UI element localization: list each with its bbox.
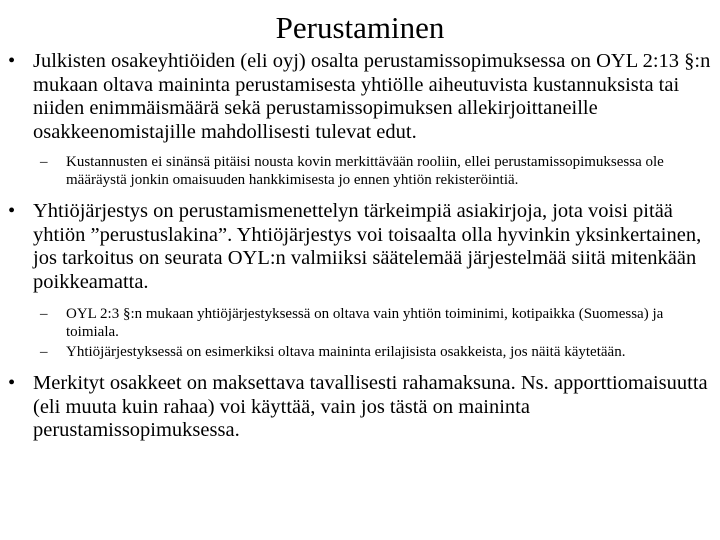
- sub-bullet-text: Yhtiöjärjestyksessä on esimerkiksi oltava maininta erilajisista osakkeista, jos näitä käytetään.: [66, 344, 626, 360]
- sub-bullet-item: [0, 305, 720, 341]
- sub-bullet-marker: –: [40, 306, 48, 322]
- bullet-text: Yhtiöjärjestys on perustamismenettelyn tärkeimpiä asiakirjoja, jota voisi pitää yhtiön ”perustuslakina”. Yhtiöjärjestys voi toisaalta olla hyvinkin yksinkertainen, jos tarkoitus on seurata OYL:n valmiiksi säätelemää järjestelmää siitä mitenkään poikkeamatta.: [33, 200, 702, 293]
- sub-bullet-text: Kustannusten ei sinänsä pitäisi nousta kovin merkittävään rooliin, ellei perustamissopimuksessa ole määräystä jonkin omaisuuden hankkimisesta jo ennen yhtiön rekisteröintiä.: [66, 154, 664, 188]
- bullet-marker: •: [8, 372, 16, 394]
- bullet-item: [0, 372, 720, 443]
- bullet-item: [0, 200, 720, 294]
- slide-title: Perustaminen: [275, 10, 445, 45]
- bullet-text: Julkisten osakeyhtiöiden (eli oyj) osalta perustamissopimuksessa on OYL 2:13 §:n mukaan oltava maininta perustamisesta yhtiölle aiheutuvista kustannuksista tai niiden enimmäismäärä sekä perustamissopimuksen allekirjoittaneille osakkeenomistajille mahdollisesti tulevat edut.: [33, 50, 711, 143]
- bullet-text: Merkityt osakkeet on maksettava tavallisesti rahamaksuna. Ns. apporttiomaisuutta (eli muuta kuin rahaa) voi käyttää, vain jos tästä on maininta perustamissopimuksessa.: [33, 372, 708, 441]
- sub-bullet-marker: –: [40, 344, 48, 360]
- bullet-item: [0, 50, 720, 144]
- bullet-marker: •: [8, 200, 16, 222]
- sub-bullet-marker: –: [40, 154, 48, 170]
- bullet-marker: •: [8, 50, 16, 72]
- slide-content: [0, 50, 720, 443]
- sub-bullet-text: OYL 2:3 §:n mukaan yhtiöjärjestyksessä on oltava vain yhtiön toiminimi, kotipaikka (Suomessa) ja toimiala.: [66, 306, 664, 340]
- sub-bullet-item: [0, 343, 720, 361]
- sub-bullet-item: [0, 153, 720, 189]
